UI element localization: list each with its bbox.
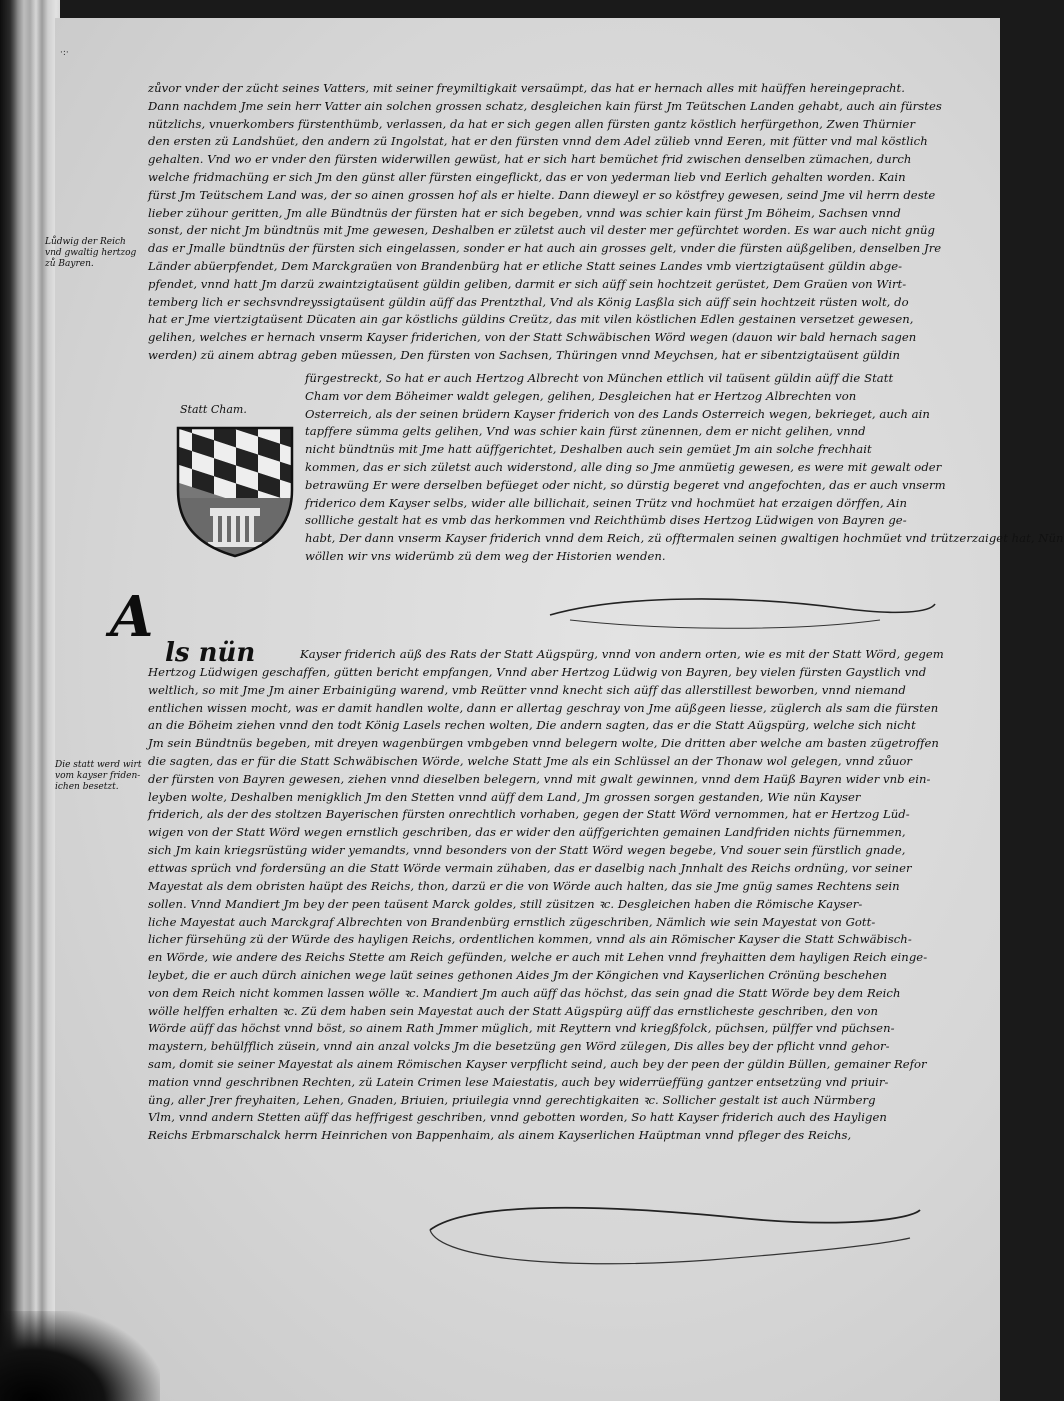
text-block-3	[148, 664, 953, 878]
text-line: lieber zühour geritten, Jm alle Bündtnüs der fürsten hat er sich begeben, vnnd was schier kain fürst Jm Böheim, Sachsen vnnd	[148, 205, 901, 220]
text-line: wölle helffen erhalten ꝛc. Zü dem haben sein Mayestat auch der Statt Aügspürg aüff das ernstlicheste geschriben, den von	[148, 1003, 879, 1018]
text-block-2	[305, 370, 1064, 566]
text-line: werden) zü ainem abtrag geben müessen, Den fürsten von Sachsen, Thüringen vnnd Meychsen, hat er sibentzigtaüsent güldin	[148, 347, 900, 362]
text-line: sonst, der nicht Jm bündtnüs mit Jme gewesen, Deshalben er zületst auch vil dester mer gefürchtet worden. Es war auch nicht gnüg	[148, 223, 936, 238]
text-line: sich Jm kain kriegsrüstüng wider yemandts, vnnd besonders von der Statt Wörd wegen begebe, Vnd souer sein fürstlich gnade,	[148, 842, 906, 857]
text-line: leyben wolte, Deshalben menigklich Jm den Stetten vnnd aüff dem Land, Jm grossen sorgen gestanden, Wie nün Kayser	[148, 789, 861, 804]
text-line: tapffere sümma gelts gelihen, Vnd was schier kain fürst zünennen, dem er nicht gelihen, vnnd	[305, 424, 866, 439]
text-line: Cham vor dem Böheimer waldt gelegen, gelihen, Desgleichen hat er Hertzog Albrechten von	[305, 388, 857, 403]
text-line-first	[300, 646, 950, 664]
text-line: von dem Reich nicht kommen lassen wölle ꝛc. Mandiert Jm auch aüff das höchst, das sein gnad die Statt Wörde bey dem Reich	[148, 985, 901, 1000]
margin-note-line: zů Bayren.	[45, 259, 94, 269]
text-line: kommen, das er sich zületst auch widerstond, alle ding so Jme anmüetig gewesen, es were mit gewalt oder	[305, 459, 942, 474]
text-line: maystern, behülfflich züsein, vnnd ain anzal volcks Jm die besetzüng gen Wörd zülegen, Dis alles bey der pflicht vnnd gehor-	[148, 1039, 890, 1054]
coat-of-arms-icon	[170, 420, 300, 560]
text-line: Mayestat als dem obristen haüpt des Reichs, thon, darzü er die von Wörde auch halten, das sie Jme gnüg sames Rechtens sein	[148, 879, 900, 893]
margin-note-line: Lůdwig der Reich	[45, 237, 126, 247]
text-line: sollliche gestalt hat es vmb das herkommen vnd Reichthümb dises Hertzog Lüdwigen von Bayren ge-	[305, 513, 907, 528]
text-line: nicht bündtnüs mit Jme hatt aüffgerichtet, Deshalben auch sein gemüet Jm ain solche frechhait	[305, 442, 872, 457]
text-line: wigen von der Statt Wörd wegen ernstlich geschriben, das er wider den aüffgerichten gemainen Landfriden nichts fürnemmen,	[148, 825, 906, 840]
text-line: nützlichs, vnuerkombers fürstenthümb, verlassen, da hat er sich gegen allen fürsten gantz köstlich herfürgethon, Zwen Thürnier	[148, 116, 916, 131]
text-line: Hertzog Lüdwigen geschaffen, gütten bericht empfangen, Vnnd aber Hertzog Lüdwig von Bayren, bey vielen fürsten Gaystlich vnd	[148, 665, 927, 679]
text-line: sollen. Vnnd Mandiert Jm bey der peen taüsent Marck goldes, still züsitzen ꝛc. Desgleichen haben die Römische Kayser-	[148, 896, 863, 911]
text-line: friderico dem Kayser selbs, wider alle billichait, seinen Trütz vnd hochmüet hat erzaigen dörffen, Ain	[305, 495, 908, 510]
text-line: Dann nachdem Jme sein herr Vatter ain solchen grossen schatz, desgleichen kain fürst Jm Teütschen Landen gehabt, auch ain fürstes	[148, 98, 942, 113]
text-line: Osterreich, als der seinen brüdern Kayser friderich von des Lands Osterreich wegen, bekrieget, auch ain	[305, 406, 930, 421]
text-line: zůvor vnder der zücht seines Vatters, mit seiner freymiltigkait versaümpt, das hat er hernach alles mit haüffen hereingepracht.	[148, 81, 905, 95]
text-line: üng, aller Jrer freyhaiten, Lehen, Gnaden, Briuien, priuilegia vnnd gerechtigkaiten ꝛc. Sollicher gestalt ist auch Nürmberg	[148, 1092, 876, 1107]
text-line: die sagten, das er für die Statt Schwäbischen Wörde, welche Statt Jme als ein Schlüssel an der Thonaw wol gelegen, vnnd zůuor	[148, 753, 912, 768]
text-line: friderich, als der des stoltzen Bayerischen fürsten onrechtlich vorhaben, gegen der Statt Wörd vernommen, hat er Hertzog Lüd-	[148, 807, 910, 822]
text-line: der fürsten von Bayren gewesen, ziehen vnnd dieselben belegern, vnnd mit gwalt gewinnen, vnnd dem Haüß Bayren wider vnb ein-	[148, 771, 931, 786]
text-line: an die Böheim ziehen vnnd den todt König Lasels rechen wolten, Die andern sagten, das er die Statt Aügspürg, welche sich nicht	[148, 718, 916, 733]
text-line: fürst Jm Teütschem Land was, der so ainen grossen hof als er hielte. Dann dieweyl er so köstfrey gewesen, seind Jme vil herrn deste	[148, 187, 936, 202]
text-line: wöllen wir vns widerümb zü dem weg der Historien wenden.	[305, 548, 666, 563]
text-line: ettwas sprüch vnd fordersüng an die Statt Wörde vermain zühaben, das er daselbig nach Jnnhalt des Reichs ordnüng, vor seiner	[148, 860, 912, 875]
text-line: entlichen wissen mocht, was er damit handlen wolte, dann er allertag geschray von Jme aüßgeen liesse, züglerch als sam die fürsten	[148, 700, 939, 715]
text-line: mation vnnd geschribnen Rechten, zü Latein Crimen lese Maiestatis, auch bey widerrüeffüng gantzer entsetzüng vnd priuir-	[148, 1074, 889, 1089]
coat-of-arms-label: Statt Cham.	[180, 403, 247, 416]
decorated-initial: A	[110, 584, 154, 650]
text-line: Länder abüerpfendet, Dem Marckgraüen von Brandenbürg hat er etliche Statt seines Landes vmb viertzigtaüsent güldin abge-	[148, 258, 903, 273]
text-line: licher fürsehüng zü der Würde des hayligen Reichs, ordentlichen kommen, vnnd als ain Römischer Kayser die Statt Schwäbisch-	[148, 932, 912, 947]
flourish-ornament	[540, 590, 940, 640]
margin-note-line: vom kayser friden-	[55, 771, 141, 781]
margin-note-line: ichen besetzt.	[55, 782, 119, 792]
flourish-ornament	[410, 1190, 930, 1280]
text-line: welche fridmachüng er sich Jm den günst aller fürsten eingeflickt, das er von yederman lieb vnd Eerlich gehalten worden. Kain	[148, 169, 906, 184]
text-line: gehalten. Vnd wo er vnder den fürsten widerwillen gewüst, hat er sich hart bemüchet frid zwischen denselben zümachen, durch	[148, 152, 912, 167]
text-line: en Wörde, wie andere des Reichs Stette am Reich gefünden, welche er auch mit Lehen vnnd freyhaitten dem hayligen Reich einge-	[148, 950, 928, 965]
margin-note-wird	[55, 760, 141, 793]
text-line: sam, domit sie seiner Mayestat als ainem Römischen Kayser verpflicht seind, auch bey der peen der güldin Büllen, gemainer Refor	[148, 1056, 927, 1071]
text-block-4	[148, 878, 953, 1145]
text-block-1	[148, 80, 948, 365]
corner-mark: ·:·	[60, 48, 69, 58]
text-line: hat er Jme viertzigtaüsent Dücaten ain gar köstlichs güldins Creütz, das mit vilen köstlichen Edlen gestainen versetzet gewesen,	[148, 312, 914, 327]
book-edge	[0, 0, 60, 1401]
text-line: Wörde aüff das höchst vnnd böst, so ainem Rath Jmmer müglich, mit Reyttern vnd kriegßfolck, püchsen, pülffer vnd püchsen-	[148, 1021, 895, 1036]
text-line: Jm sein Bündtnüs begeben, mit dreyen wagenbürgen vmbgeben vnnd belegern wolte, Die dritten aber welche am basten zügetroffen	[148, 736, 939, 751]
text-line: betrawüng Er were derselben befüeget oder nicht, so dürstig begeret vnd angefochten, das er auch vnserm	[305, 477, 946, 492]
text-line: liche Mayestat auch Marckgraf Albrechten von Brandenbürg ernstlich zügeschriben, Nämlich wie sein Mayestat von Gott-	[148, 914, 876, 929]
text-line: habt, Der dann vnserm Kayser friderich vnnd dem Reich, zü offtermalen seinen gwaltigen hochmüet vnd trützerzaiget hat, Nün	[305, 531, 1064, 546]
text-line: den ersten zü Landshüet, den andern zü Ingolstat, hat er den fürsten vnnd dem Adel zülieb vnnd Eeren, mit fütter vnd mal köstlich	[148, 134, 928, 149]
thumb-shadow	[0, 1311, 160, 1401]
text-line: weltlich, so mit Jme Jm ainer Erbainigüng warend, vmb Reütter vnnd knecht sich aüff das allerstillest beworben, vnnd niemand	[148, 682, 906, 697]
text-line: fürgestreckt, So hat er auch Hertzog Albrecht von München ettlich vil taüsent güldin aüff die Statt	[305, 371, 894, 385]
text-line: das er Jmalle bündtnüs der fürsten sich eingelassen, sonder er hat auch ain grosses gelt, vnder die fürsten aüßgeliben, denselben Jre	[148, 241, 942, 256]
margin-note-line: vnd gwaltig hertzog	[45, 248, 137, 258]
text-line: Vlm, vnnd andern Stetten aüff das heffrigest geschriben, vnnd gebotten worden, So hatt Kayser friderich auch des Hayligen	[148, 1110, 887, 1125]
margin-note-line: Die statt werd wirt	[55, 760, 142, 770]
text-line: temberg lich er sechsvndreyssigtaüsent güldin aüff das Prentzthal, Vnd als König Lasßla sich aüff sein hochtzeit rüsten wolt, do	[148, 294, 909, 309]
text-line: Kayser friderich aüß des Rats der Statt Aügspürg, vnnd von andern orten, wie es mit der Statt Wörd, gegem	[300, 647, 944, 661]
text-line: leybet, die er auch dürch ainichen wege laüt seines gethonen Aides Jm der Köngichen vnd Kayserlichen Crönüng beschehen	[148, 967, 887, 982]
text-line: gelihen, welches er hernach vnserm Kayser friderichen, von der Statt Schwäbischen Wörd wegen (dauon wir bald hernach sagen	[148, 330, 917, 345]
text-line: Reichs Erbmarschalck herrn Heinrichen von Bappenhaim, als ainem Kayserlichen Haüptman vnnd pfleger des Reichs,	[148, 1128, 852, 1143]
margin-note-ludwig	[45, 237, 136, 270]
text-line: pfendet, vnnd hatt Jm darzü zwaintzigtaüsent güldin geliben, darmit er sich aüff sein hochtzeit gerüstet, Dem Graüen von Wirt-	[148, 276, 907, 291]
section-opening: ls nün	[165, 638, 256, 668]
